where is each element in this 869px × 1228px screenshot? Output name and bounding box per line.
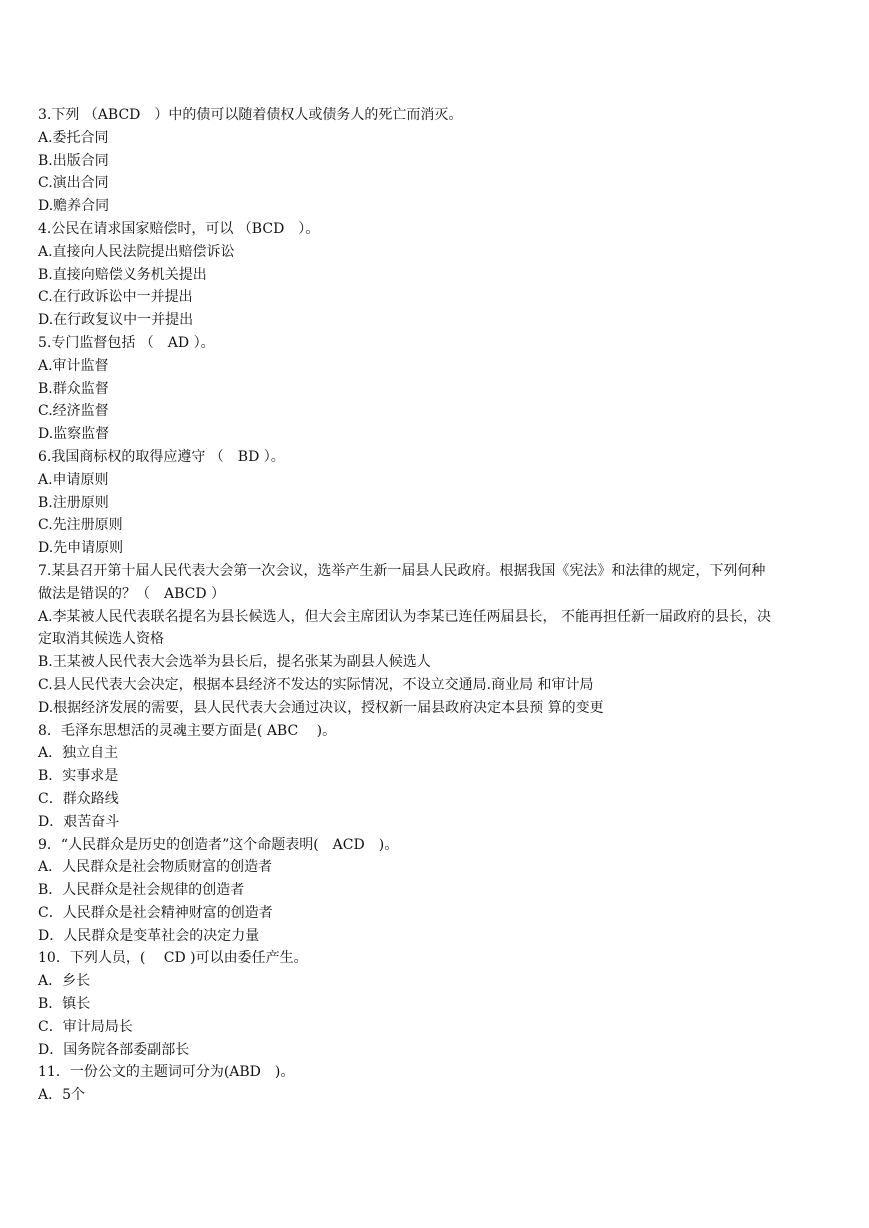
text-line: 11．一份公文的主题词可分为(ABD )。 bbox=[38, 1064, 295, 1081]
text-line: 9．“人民群众是历史的创造者”这个命题表明( ACD )。 bbox=[38, 836, 399, 853]
text-line: 6.我国商标权的取得应遵守 （ BD ）。 bbox=[38, 448, 285, 465]
text-line: A.直接向人民法院提出赔偿诉讼 bbox=[38, 243, 235, 260]
text-line: 做法是错误的？（ ABCD ） bbox=[38, 585, 226, 602]
text-line: B.直接向赔偿义务机关提出 bbox=[38, 266, 207, 283]
text-line: B．镇长 bbox=[38, 996, 91, 1013]
text-line: A.委托合同 bbox=[38, 129, 109, 146]
text-line: C．审计局局长 bbox=[38, 1018, 133, 1035]
text-line: D．艰苦奋斗 bbox=[38, 813, 120, 830]
text-line: 7.某县召开第十届人民代表大会第一次会议，选举产生新一届县人民政府。根据我国《宪法》和法律的规定，下列何种 bbox=[38, 562, 766, 579]
text-line: 定取消其候选人资格 bbox=[38, 631, 164, 648]
text-line: B.注册原则 bbox=[38, 494, 109, 511]
text-line: D.监察监督 bbox=[38, 426, 110, 443]
text-line: A．5个 bbox=[38, 1087, 86, 1104]
text-line: D.先申请原则 bbox=[38, 540, 124, 557]
text-line: A．独立自主 bbox=[38, 745, 119, 762]
text-line: 5.专门监督包括 （ AD ）。 bbox=[38, 334, 215, 351]
text-line: B．人民群众是社会规律的创造者 bbox=[38, 882, 245, 899]
text-line: B.王某被人民代表大会选举为县长后，提名张某为副县人候选人 bbox=[38, 654, 431, 671]
text-line: C.经济监督 bbox=[38, 403, 109, 420]
text-line: A．乡长 bbox=[38, 973, 91, 990]
text-line: D.在行政复议中一并提出 bbox=[38, 312, 194, 329]
text-line: 3.下列 （ABCD ）中的债可以随着债权人或债务人的死亡而消灭。 bbox=[38, 107, 463, 123]
question-list bbox=[38, 104, 843, 1107]
text-line: A.审计监督 bbox=[38, 357, 109, 374]
text-line: A.申请原则 bbox=[38, 471, 109, 488]
text-line: A．人民群众是社会物质财富的创造者 bbox=[38, 859, 273, 876]
text-line: C.在行政诉讼中一并提出 bbox=[38, 289, 193, 306]
text-line: 4.公民在请求国家赔偿时，可以 （BCD ）。 bbox=[38, 220, 320, 237]
text-line: C.县人民代表大会决定，根据本县经济不发达的实际情况，不设立交通局.商业局 和审计局 bbox=[38, 676, 594, 693]
text-line: C.演出合同 bbox=[38, 175, 109, 192]
text-line: A.李某被人民代表联名提名为县长候选人，但大会主席团认为李某已连任两届县长， 不能再担任新一届政府的县长，决 bbox=[38, 608, 772, 625]
text-line: D.赡养合同 bbox=[38, 198, 110, 215]
text-line: D.根据经济发展的需要，县人民代表大会通过决议，授权新一届县政府决定本县预 算的变更 bbox=[38, 699, 604, 716]
text-line: B.出版合同 bbox=[38, 152, 109, 169]
text-line: B.群众监督 bbox=[38, 380, 109, 397]
text-line: C．群众路线 bbox=[38, 790, 119, 807]
text-line: B．实事求是 bbox=[38, 768, 119, 785]
text-line: D．国务院各部委副部长 bbox=[38, 1041, 190, 1058]
text-line: 10．下列人员，( CD )可以由委任产生。 bbox=[38, 950, 308, 967]
text-line: 8．毛泽东思想活的灵魂主要方面是( ABC )。 bbox=[38, 722, 337, 739]
text-line: C．人民群众是社会精神财富的创造者 bbox=[38, 904, 273, 921]
text-line: D．人民群众是变革社会的决定力量 bbox=[38, 927, 260, 944]
text-line: C.先注册原则 bbox=[38, 517, 123, 534]
